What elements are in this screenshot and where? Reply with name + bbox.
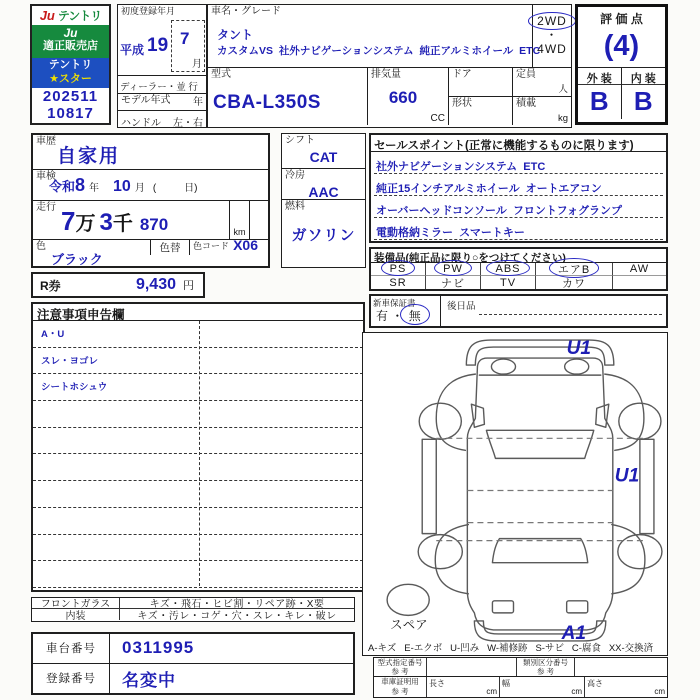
- mileage-1k-unit: 千: [112, 213, 133, 235]
- door-subcell: [449, 68, 512, 96]
- plate-number-label: 登録番号: [33, 664, 110, 694]
- equipment-row-2: [371, 276, 666, 289]
- color-row: [33, 237, 268, 267]
- dealer-logo-block: [30, 4, 111, 125]
- height-cell: [585, 677, 667, 698]
- notes-box: [31, 302, 365, 592]
- note-line: A・U: [33, 321, 363, 348]
- interior-grade-cell: [622, 68, 666, 119]
- payload-label: 積載: [516, 98, 536, 110]
- reference-tables: [373, 657, 668, 698]
- capacity-subcell: [513, 68, 571, 96]
- warranty-dot: ・: [388, 309, 407, 323]
- sheet-numbers: [32, 88, 109, 123]
- cooling-label: 冷房: [285, 170, 305, 181]
- fuel-label: 燃料: [285, 201, 305, 212]
- equipment-cell-sr: SR: [371, 276, 426, 289]
- handle-value: 左・右: [173, 118, 203, 129]
- inspection-label: 車検: [36, 171, 56, 182]
- mileage-rest: 870: [139, 215, 169, 234]
- evaluation-box: [575, 4, 668, 125]
- cooling-cell: [282, 168, 365, 199]
- sales-point-line: オーバーヘッドコンソール フロントフォグランプ: [374, 196, 663, 218]
- color-code-value: X06: [233, 237, 258, 253]
- equipment-item-abs: ABS: [495, 263, 521, 275]
- equipment-cell-airbag: [536, 263, 613, 276]
- inspection-year-unit: 年: [89, 183, 100, 194]
- capacity-label: 定員: [516, 69, 536, 80]
- equipment-cell-leather: カワ: [536, 276, 613, 289]
- era-value: 平成: [120, 43, 145, 57]
- interior-label: 内 装: [622, 68, 666, 85]
- car-top-view-diagram: [363, 333, 667, 655]
- recycle-ticket-box: [31, 272, 205, 298]
- inspection-year: 8: [75, 175, 86, 195]
- rocker-panel-right: [640, 439, 654, 533]
- notes-title: 注意事項申告欄: [33, 304, 363, 321]
- shift-label: シフト: [285, 135, 315, 146]
- identity-box: [31, 632, 355, 695]
- fuel-cell: [282, 199, 365, 263]
- garage-cert-ref: 参 考: [391, 686, 409, 696]
- equipment-cell-tv: TV: [481, 276, 536, 289]
- vehicle-table: [207, 4, 572, 128]
- history-value: 自家用: [57, 146, 121, 167]
- note-line: [33, 561, 363, 588]
- month-dashed-box: [171, 20, 205, 72]
- note-line: [33, 454, 363, 481]
- equipment-item-ps: PS: [389, 263, 407, 275]
- dealer-name-2: テントリ: [48, 59, 93, 71]
- chassis-number-row: [33, 634, 353, 664]
- model-year-unit: 年: [193, 97, 203, 108]
- class-number-label: 類別区分番号: [523, 657, 568, 667]
- chassis-number-label: 車台番号: [33, 634, 110, 663]
- first-registration-cell: [118, 5, 206, 75]
- displacement-label: 排気量: [371, 69, 401, 80]
- color-cell: [33, 240, 150, 267]
- name-grade-cell: [208, 5, 541, 67]
- width-cell: [500, 677, 585, 698]
- payload-unit: kg: [557, 113, 568, 124]
- garage-cert-label: 車庫証明用: [381, 677, 419, 687]
- inspection-era: 令和: [49, 179, 76, 194]
- vehicle-info-table: [31, 133, 270, 268]
- fuel-value: ガソリン: [291, 226, 356, 244]
- exterior-grade: B: [589, 86, 609, 116]
- logo-row-star: [32, 58, 109, 88]
- warranty-cell: [371, 296, 441, 326]
- warranty-yes: 有: [376, 309, 389, 323]
- type-approval-cell: [374, 658, 427, 676]
- equipment-item-aw: AW: [629, 263, 650, 275]
- model-year-row: [118, 93, 206, 110]
- type-approval-label: 型式指定番号: [377, 657, 423, 667]
- evaluation-grades: [578, 67, 665, 119]
- taillight-left: [492, 601, 513, 613]
- car-name: タント: [217, 28, 254, 42]
- length-label: 長さ: [429, 678, 445, 688]
- equipment-item-pw: PW: [443, 263, 463, 275]
- inspection-month-unit: 月: [134, 183, 145, 194]
- star-label: ★スター: [49, 72, 92, 85]
- note-line: [33, 428, 363, 455]
- length-unit: cm: [486, 687, 497, 696]
- later-items-cell: [443, 296, 666, 326]
- ju-logo: Ju: [39, 8, 55, 23]
- color-change-cell: 色替: [150, 240, 190, 255]
- warranty-box: [369, 294, 668, 328]
- width-label: 幅: [502, 678, 510, 688]
- rear-window: [492, 539, 587, 563]
- auction-number: 202511: [42, 87, 99, 105]
- type-class-row: [373, 657, 668, 677]
- interior-condition-label: 内装: [32, 609, 120, 620]
- inspection-day-open: (: [152, 183, 157, 194]
- windshield: [486, 430, 593, 458]
- headlight-left: [491, 359, 515, 374]
- mileage-1k: 3: [99, 209, 113, 236]
- ju-logo-small: Ju: [63, 26, 78, 40]
- damage-mark-rear: A1: [561, 622, 587, 644]
- sales-point-line: 社外ナビゲーションシステム ETC: [374, 152, 663, 174]
- displacement-unit: CC: [430, 113, 445, 124]
- color-value: ブラック: [51, 252, 103, 267]
- rear-bumper: [474, 621, 605, 641]
- damage-mark-front: U1: [566, 338, 592, 360]
- mileage-10k: 7: [61, 206, 76, 236]
- logo-row-top: [32, 6, 109, 25]
- interior-condition-row: [32, 609, 354, 620]
- spare-tire: [387, 584, 429, 615]
- equipment-cell-aw: [613, 263, 666, 276]
- inspection-row: [33, 169, 268, 200]
- car-grade: カスタムVS 社外ナビゲーションシステム 純正アルミホイール ETC: [217, 45, 541, 57]
- handle-label: ハンドル: [121, 118, 161, 129]
- damage-legend: A-キズ E-エクボ U-凹み W-補修跡 S-サビ C-腐食 XX-交換済: [368, 643, 654, 654]
- later-items-blank-line: [479, 314, 662, 315]
- model-year-label: モデル年式: [121, 95, 171, 106]
- note-line: [33, 535, 363, 562]
- wheel-front-right: [619, 403, 661, 439]
- displacement-cell: [368, 68, 449, 125]
- dealer-name: テントリ: [57, 9, 102, 23]
- color-code-label: 色コード: [193, 241, 230, 251]
- later-items-label: 後日品: [447, 301, 476, 312]
- powertrain-column: [281, 133, 366, 268]
- equipment-cell-empty: [613, 276, 666, 289]
- history-row: [33, 135, 268, 169]
- note-line: シートホシュウ: [33, 374, 363, 401]
- month-value: 7: [180, 29, 190, 48]
- month-unit: 月: [192, 59, 202, 70]
- shift-cell: [282, 134, 365, 168]
- height-label: 高さ: [587, 678, 603, 688]
- notes-center-divider: [199, 321, 200, 586]
- mileage-unit-cell: km: [229, 201, 250, 239]
- equipment-item-airbag: エアB: [556, 261, 592, 277]
- warranty-label: 新車保証書: [373, 298, 416, 308]
- sales-points-box: [369, 133, 668, 243]
- damage-mark-side: U1: [614, 465, 640, 487]
- payload-subcell: [513, 96, 571, 125]
- car-body-outline: [467, 358, 612, 630]
- chassis-number-value: 0311995: [122, 638, 195, 658]
- r-ticket-unit: 円: [183, 280, 194, 292]
- mileage-label: 走行: [36, 202, 56, 213]
- note-line: [33, 508, 363, 535]
- model-code-label: 型式: [211, 69, 231, 80]
- lot-number: 10817: [47, 105, 94, 122]
- name-grade-row: [208, 5, 571, 67]
- type-approval-value: [427, 658, 517, 676]
- note-line: スレ・ヨゴレ: [33, 348, 363, 375]
- mirror-right: [596, 404, 609, 427]
- glass-interior-box: [31, 597, 355, 622]
- model-code-value: CBA-L350S: [213, 92, 321, 113]
- equipment-row-1: [371, 263, 666, 276]
- type-approval-ref: 参 考: [391, 667, 409, 676]
- registration-table: [117, 4, 207, 128]
- r-ticket-label: R券: [40, 278, 61, 293]
- mileage-row: [33, 200, 268, 239]
- evaluation-title: 評 価 点: [600, 12, 643, 26]
- dealer-import-row: ディーラー・並 行: [118, 75, 206, 93]
- door-shape-cell: [449, 68, 513, 125]
- drive-2wd: 2WD: [537, 14, 567, 29]
- equipment-cell-pw: [426, 263, 481, 276]
- damage-diagram-box: [362, 332, 668, 656]
- spec-row: [208, 67, 571, 125]
- wheel-front-left: [419, 403, 461, 439]
- drive-dot: ・: [545, 28, 559, 43]
- logo-row-certified: [32, 25, 109, 58]
- year-value: 19: [147, 35, 169, 56]
- sales-point-line: 純正15インチアルミホイール オートエアコン: [374, 174, 663, 196]
- r-ticket-amount: 9,430: [135, 276, 176, 293]
- garage-dimensions-row: [373, 676, 668, 699]
- shape-label: 形状: [452, 98, 472, 110]
- displacement-value: 660: [388, 88, 418, 107]
- color-label: 色: [36, 241, 46, 252]
- certified-shop-label: 適正販売店: [43, 40, 98, 53]
- evaluation-score: (4): [603, 30, 640, 62]
- plate-number-row: [33, 664, 353, 694]
- door-label: ドア: [452, 69, 472, 80]
- height-unit: cm: [654, 687, 665, 696]
- taillight-right: [567, 601, 588, 613]
- inspection-day-close: 日): [184, 183, 198, 194]
- shift-value: CAT: [309, 148, 338, 165]
- width-unit: cm: [571, 687, 582, 696]
- length-cell: [427, 677, 500, 698]
- class-number-ref: 参 考: [536, 667, 555, 676]
- class-number-value: [575, 658, 667, 676]
- mileage-10k-unit: 万: [75, 213, 96, 235]
- equipment-box: [369, 247, 668, 291]
- history-label: 車歴: [36, 136, 56, 147]
- inspection-month: 10: [113, 178, 131, 195]
- exterior-grade-cell: [578, 68, 622, 119]
- warranty-no: 無: [408, 309, 421, 323]
- front-glass-label: フロントガラス: [32, 598, 120, 608]
- interior-grade: B: [633, 86, 653, 116]
- equipment-cell-navi: ナビ: [426, 276, 481, 289]
- warranty-values: [376, 307, 423, 324]
- garage-cert-cell: [374, 677, 427, 698]
- front-glass-items: キズ・飛石・ヒビ割・リペア跡・X要: [149, 599, 325, 611]
- class-number-cell: [517, 658, 575, 676]
- model-code-cell: [208, 68, 368, 125]
- sales-point-line: 電動格納ミラー スマートキー: [374, 218, 663, 240]
- note-line: [33, 401, 363, 428]
- shape-subcell: [449, 96, 512, 125]
- color-code-cell: [190, 237, 268, 255]
- headlight-right: [565, 359, 589, 374]
- handle-row: [118, 110, 206, 127]
- capacity-unit: 人: [558, 84, 568, 96]
- interior-condition-items: キズ・汚レ・コゲ・穴・スレ・キレ・破レ: [137, 610, 337, 622]
- equipment-title: 装備品(純正品に限り○をつけてください): [371, 249, 666, 263]
- note-line: [33, 481, 363, 508]
- exterior-label: 外 装: [578, 68, 621, 85]
- spare-label: スペア: [390, 617, 428, 632]
- front-bumper: [466, 340, 613, 365]
- drive-4wd: 4WD: [537, 41, 567, 56]
- cooling-value: AAC: [308, 183, 339, 200]
- equipment-cell-ps: [371, 263, 426, 276]
- rocker-panel-left: [422, 439, 436, 533]
- name-grade-label: 車名・グレード: [211, 6, 281, 17]
- equipment-cell-abs: [481, 263, 536, 276]
- first-registration-label: 初度登録年月: [121, 6, 176, 16]
- notes-rows: [33, 321, 363, 588]
- plate-number-value: 名変中: [122, 670, 176, 690]
- mirror-left: [471, 404, 484, 427]
- sales-points-title: セールスポイント(正常に機能するものに限ります): [371, 135, 666, 152]
- capacity-payload-cell: [513, 68, 571, 125]
